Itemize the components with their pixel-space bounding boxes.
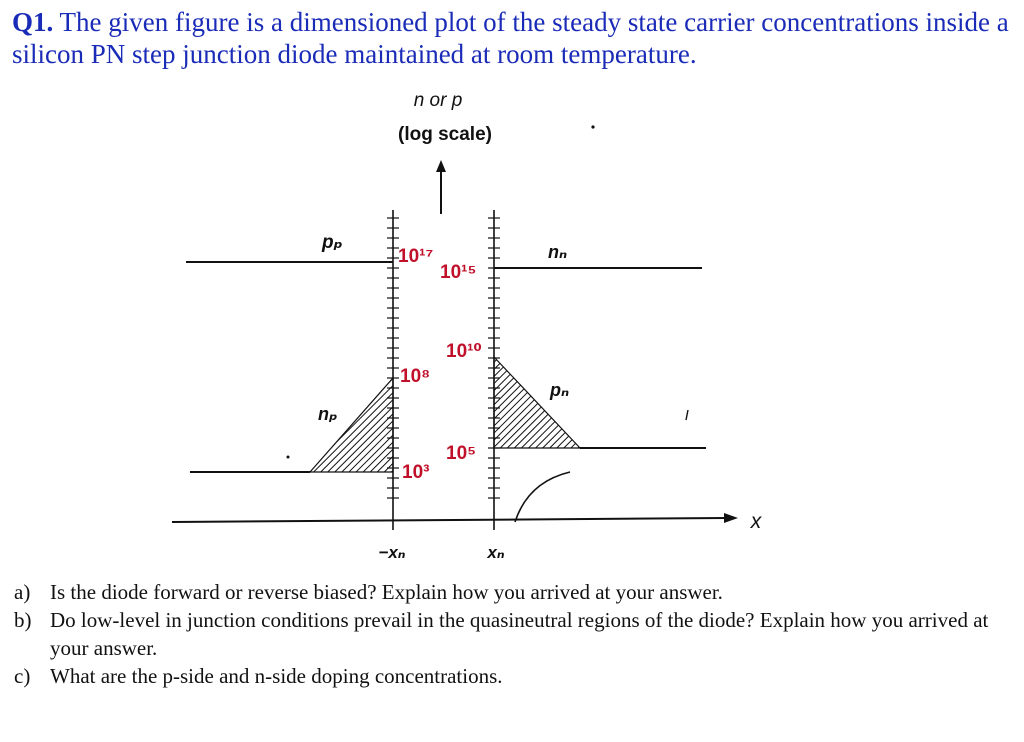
part-a-text: Is the diode forward or reverse biased? Explain how you arrived at your answer.: [50, 580, 723, 604]
carrier-concentration-figure: [160, 82, 780, 574]
nn-label: nₙ: [548, 242, 568, 262]
np-hatched-region: [310, 378, 393, 472]
pn-label: pₙ: [550, 380, 570, 400]
part-c-text: What are the p-side and n-side doping concentrations.: [50, 664, 503, 688]
np-label: nₚ: [318, 404, 338, 424]
left-edge-label: −xₙ: [378, 543, 406, 562]
part-a-label: a): [14, 580, 31, 604]
annotation-1e17: 10¹⁷: [398, 246, 434, 267]
y-axis-label-bottom: (log scale): [398, 124, 492, 145]
part-b-label: b): [14, 608, 32, 632]
part-c-label: c): [14, 664, 31, 688]
stray-dot: [287, 456, 290, 459]
question-title: [12, 6, 1017, 70]
right-edge-label: xₙ: [487, 543, 505, 562]
stray-dot: [591, 125, 594, 128]
x-axis-line: [172, 518, 726, 522]
question-text: The given figure is a dimensioned plot of the steady state carrier concentrations inside a silicon PN step junction diode maintained at room temperature.: [12, 7, 1009, 69]
y-axis-arrow-head: [436, 160, 446, 172]
annotation-1e3: 10³: [402, 462, 430, 483]
pn-hatched-region: [494, 357, 580, 448]
stray-mark: [686, 410, 688, 420]
part-c: [14, 662, 1014, 690]
x-axis-label: x: [750, 510, 762, 533]
annotation-1e5: 10⁵: [446, 443, 477, 464]
question-parts: [14, 578, 1014, 690]
annotation-1e15: 10¹⁵: [440, 262, 477, 283]
part-b-text: Do low-level in junction conditions prevail in the quasineutral regions of the diode? Explain how you arrived at your answer.: [50, 608, 989, 660]
pp-label: pₚ: [322, 232, 343, 253]
part-a: [14, 578, 1014, 606]
y-axis-label-top: n or p: [413, 90, 463, 111]
depletion-carrier-curve: [515, 472, 570, 522]
annotation-1e10: 10¹⁰: [446, 341, 482, 362]
part-b: [14, 606, 1014, 662]
x-axis-arrow-head: [724, 513, 738, 523]
annotation-1e8: 10⁸: [400, 366, 431, 387]
question-number: Q1.: [12, 7, 54, 37]
